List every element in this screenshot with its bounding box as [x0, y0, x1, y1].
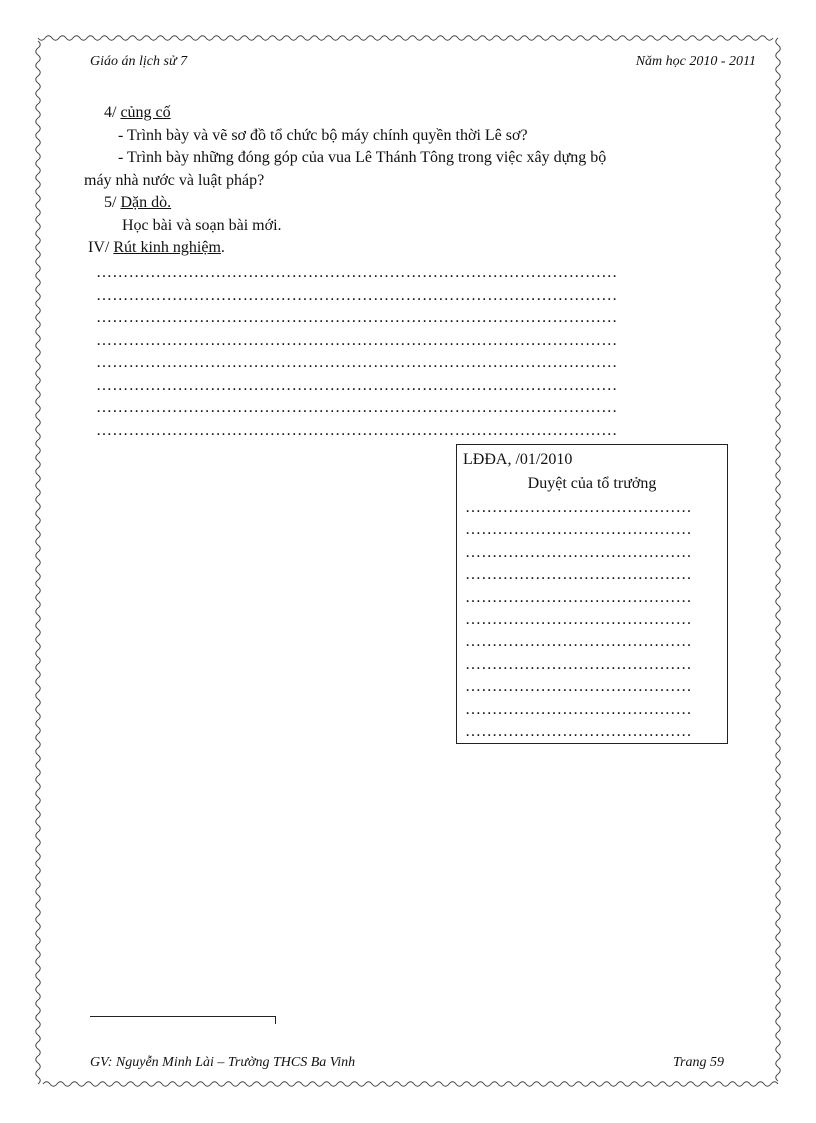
section-4-title: củng cố: [120, 104, 171, 121]
review-dotted-line: ……………………………………: [465, 611, 692, 629]
review-dotted-line: ……………………………………: [465, 700, 692, 718]
dotted-line: ……………………………………………………………………………………: [96, 286, 618, 304]
border-wave-edge: [36, 41, 40, 1084]
section-5-title: Dặn dò.: [120, 194, 172, 211]
border-wave-edge: [38, 36, 773, 40]
review-date: LĐĐA, /01/2010: [463, 451, 573, 468]
homework-text: Học bài và soạn bài mới.: [122, 216, 282, 234]
review-dotted-line: ……………………………………: [465, 566, 692, 584]
dotted-line: ……………………………………………………………………………………: [96, 309, 618, 326]
review-dotted-line: ……………………………………: [465, 543, 692, 561]
review-dotted-line: ……………………………………: [465, 655, 692, 673]
border-wave-edge: [43, 1082, 778, 1086]
header-left: Giáo án lịch sử 7: [90, 54, 188, 69]
review-title: Duyệt của tổ trưởng: [527, 475, 657, 492]
review-dotted-line: ……………………………………: [465, 678, 692, 696]
review-dotted-line: ……………………………………: [465, 723, 692, 741]
header-right: Năm học 2010 - 2011: [635, 54, 756, 69]
section-iv-number: IV/: [88, 239, 110, 256]
footnote-separator: [90, 1016, 276, 1024]
review-box: [456, 444, 728, 744]
review-dotted-line: ……………………………………: [465, 499, 692, 516]
section-5-number: 5/: [104, 194, 117, 211]
section-iv-title: Rút kinh nghiệm: [113, 239, 221, 256]
question-2-line-1: - Trình bày những đóng góp của vua Lê Thánh Tông trong việc xây dựng bộ: [118, 149, 607, 166]
review-dotted-line: ……………………………………: [465, 521, 692, 539]
section-4-number: 4/: [104, 104, 117, 121]
dotted-line: ……………………………………………………………………………………: [96, 354, 618, 371]
section-iv-suffix: .: [220, 239, 225, 256]
review-dotted-line: ……………………………………: [465, 633, 692, 651]
dotted-line: ……………………………………………………………………………………: [96, 399, 618, 416]
border-wave-edge: [776, 38, 780, 1081]
footer-right: Trang 59: [673, 1055, 724, 1070]
dotted-line: ……………………………………………………………………………………: [96, 264, 618, 281]
dotted-line: ……………………………………………………………………………………: [96, 331, 618, 349]
section-4-heading: [84, 102, 724, 125]
experience-lines: [96, 262, 716, 442]
lesson-body: [84, 102, 724, 260]
section-iv-heading: [84, 237, 724, 260]
dotted-line: ……………………………………………………………………………………: [96, 421, 618, 439]
footer-left: GV: Nguyễn Minh Lài – Trường THCS Ba Vinh: [90, 1055, 356, 1070]
dotted-line: ……………………………………………………………………………………: [96, 376, 618, 394]
question-2-line-2: máy nhà nước và luật pháp?: [84, 171, 265, 189]
review-dotted-line: ……………………………………: [465, 588, 692, 606]
section-5-heading: [84, 192, 724, 215]
question-1: - Trình bày và vẽ sơ đồ tổ chức bộ máy chính quyền thời Lê sơ?: [118, 126, 528, 144]
